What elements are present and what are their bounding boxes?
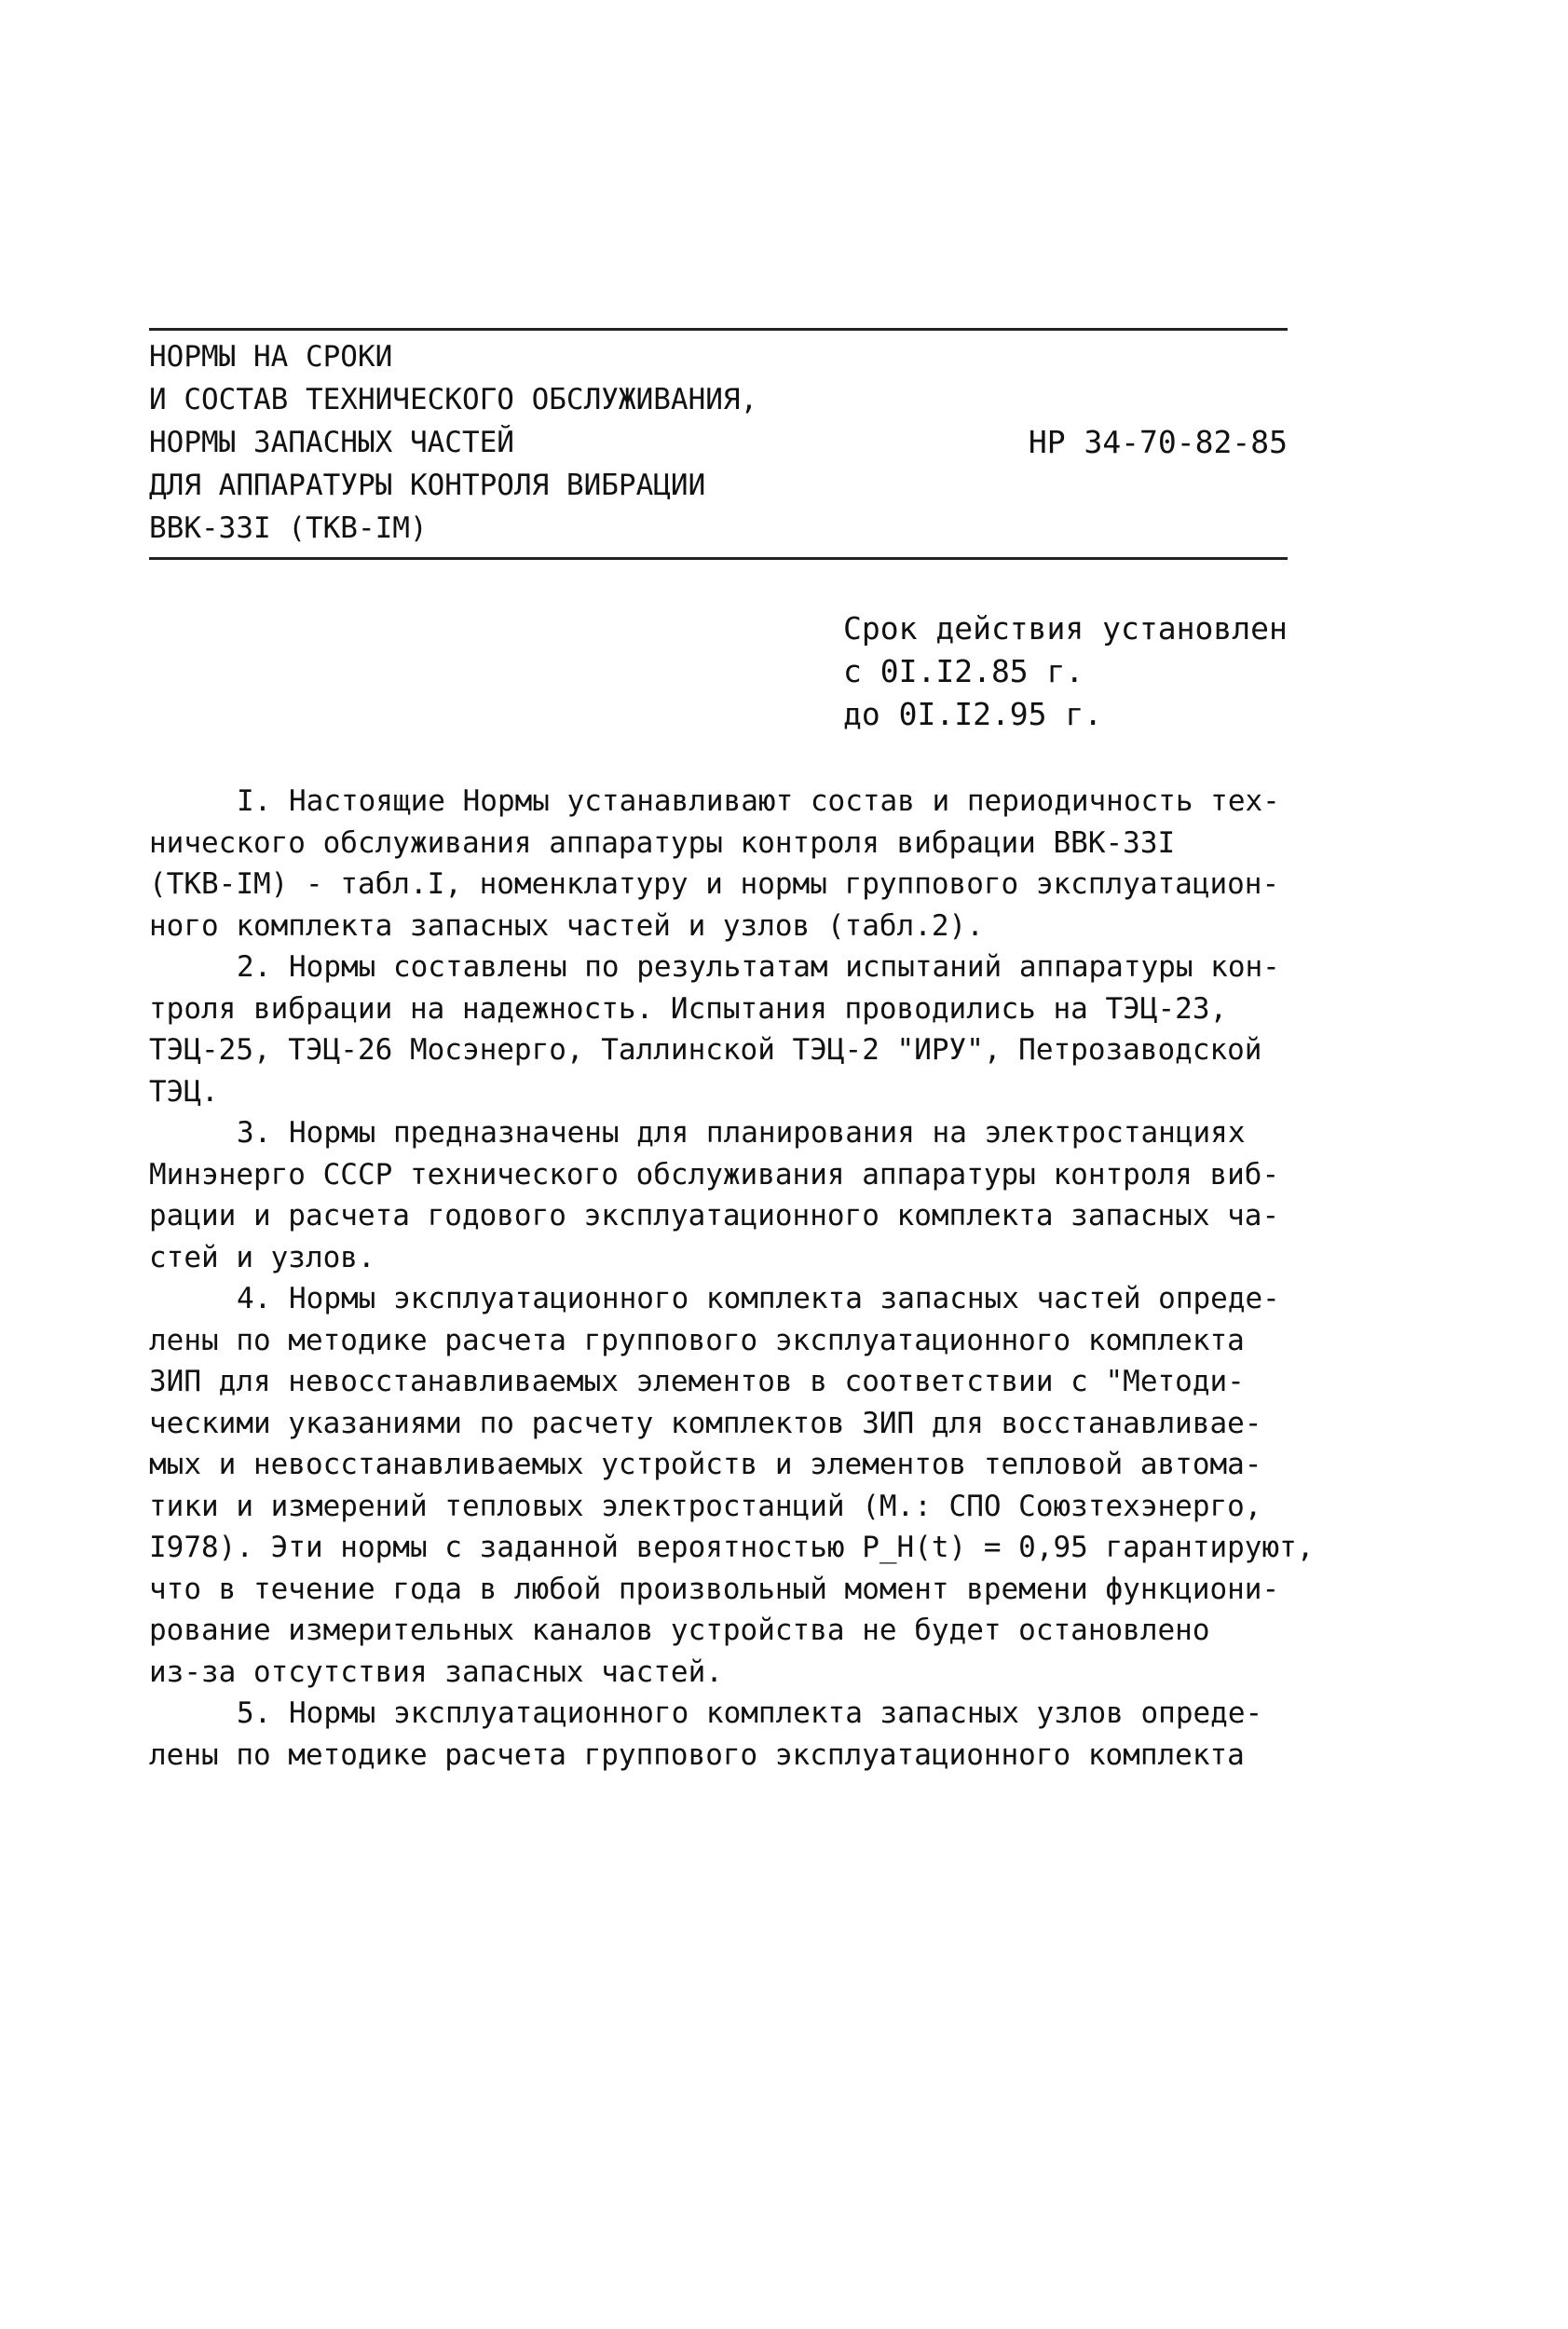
paragraph-4-line-4: ческими указаниями по расчету комплектов ЗИП для восстанавливае- <box>149 1406 1262 1440</box>
paragraph-4-line-5: мых и невосстанавливаемых устройств и элементов тепловой автома- <box>149 1448 1262 1481</box>
paragraph-2-line-3: ТЭЦ-25, ТЭЦ-26 Мосэнерго, Таллинской ТЭЦ-2 "ИРУ", Петрозаводской <box>149 1033 1262 1067</box>
paragraph-1-line-3: (ТКВ-IМ) - табл.I, номенклатуру и нормы группового эксплуатацион- <box>149 867 1280 901</box>
body-text <box>149 781 1315 1776</box>
paragraph-4-line-8: что в течение года в любой произвольный момент времени функциони- <box>149 1572 1280 1606</box>
paragraph-5-line-2: лены по методике расчета группового эксплуатационного комплекта <box>149 1737 1245 1772</box>
paragraph-4-line-2: лены по методике расчета группового эксплуатационного комплекта <box>149 1323 1245 1357</box>
validity-line-3: до 0I.I2.95 г. <box>843 696 1103 732</box>
paragraph-3-line-1: 3. Нормы предназначены для планирования на электростанциях <box>237 1116 1246 1150</box>
header-top-rule <box>149 328 1288 331</box>
paragraph-4-line-10: из-за отсутствия запасных частей. <box>149 1655 723 1689</box>
paragraph-2-line-1: 2. Нормы составлены по результатам испытаний аппаратуры кон- <box>237 950 1280 984</box>
paragraph-4-line-7: I978). Эти нормы с заданной вероятностью P_H(t) = 0,95 гарантируют, <box>149 1531 1315 1564</box>
title-line-1: НОРМЫ НА СРОКИ <box>149 340 393 374</box>
validity-line-1: Срок действия установлен <box>843 610 1288 647</box>
paragraph-3-line-4: стей и узлов. <box>149 1240 375 1274</box>
paragraph-1-line-4: ного комплекта запасных частей и узлов (табл.2). <box>149 908 984 943</box>
title-line-2: И СОСТАВ ТЕХНИЧЕСКОГО ОБСЛУЖИВАНИЯ, <box>149 383 758 416</box>
paragraph-4-line-1: 4. Нормы эксплуатационного комплекта запасных частей опреде- <box>237 1282 1280 1315</box>
title-line-4: ДЛЯ АППАРАТУРЫ КОНТРОЛЯ ВИБРАЦИИ <box>149 469 706 502</box>
validity-block <box>843 607 1290 736</box>
paragraph-4-line-6: тики и измерений тепловых электростанций (М.: СПО Союзтехэнерго, <box>149 1489 1262 1523</box>
paragraph-2-line-2: троля вибрации на надежность. Испытания проводились на ТЭЦ-23, <box>149 991 1228 1026</box>
paragraph-1-line-2: нического обслуживания аппаратуры контроля вибрации ВВК-33I <box>149 825 1176 860</box>
paragraph-4-line-3: ЗИП для невосстанавливаемых элементов в соответствии с "Методи- <box>149 1365 1245 1398</box>
paragraph-3-line-2: Минэнерго СССР технического обслуживания аппаратуры контроля виб- <box>149 1157 1280 1192</box>
paragraph-2-line-4: ТЭЦ. <box>149 1074 219 1109</box>
header-bottom-rule <box>149 557 1288 560</box>
document-code: НР 34-70-82-85 <box>1028 424 1288 460</box>
paragraph-5-line-1: 5. Нормы эксплуатационного комплекта запасных узлов опреде- <box>237 1696 1263 1730</box>
paragraph-1-line-1: I. Настоящие Нормы устанавливают состав и периодичность тех- <box>237 784 1280 818</box>
title-line-3: НОРМЫ ЗАПАСНЫХ ЧАСТЕЙ <box>149 426 514 459</box>
validity-line-2: с 0I.I2.85 г. <box>843 653 1084 689</box>
paragraph-4-line-9: рование измерительных каналов устройства не будет остановлено <box>149 1614 1210 1647</box>
document-header <box>149 335 1288 553</box>
paragraph-3-line-3: рации и расчета годового эксплуатационного комплекта запасных ча- <box>149 1199 1280 1233</box>
title-line-5: ВВК-33I (ТКВ-IМ) <box>149 511 428 545</box>
